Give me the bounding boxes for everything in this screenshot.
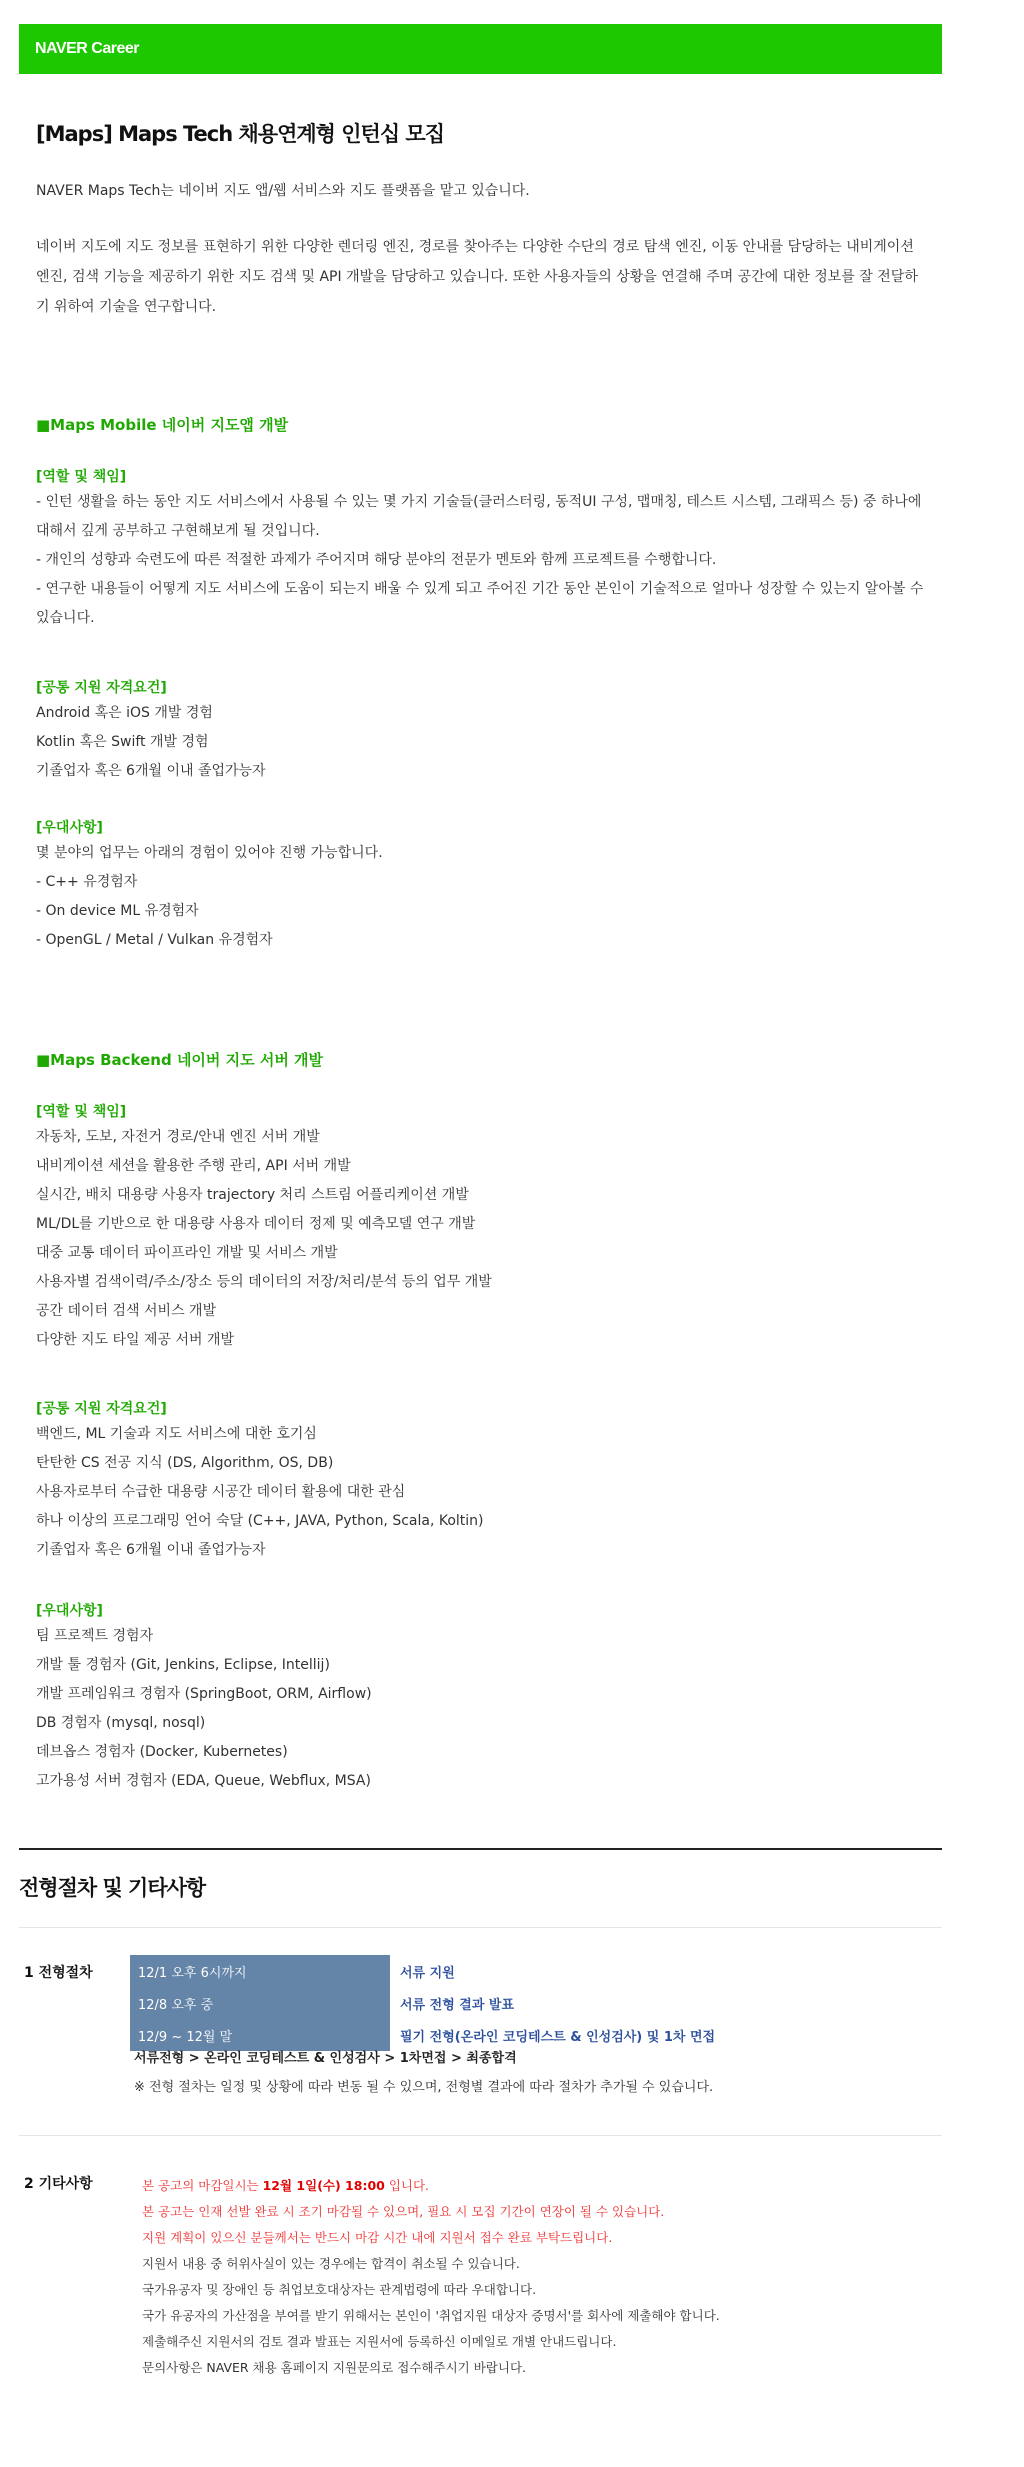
list-item: 대중 교통 데이터 파이프라인 개발 및 서비스 개발: [36, 1245, 338, 1261]
page-title: [Maps] Maps Tech 채용연계형 인턴십 모집: [36, 122, 444, 146]
schedule-row: [130, 1987, 514, 2019]
list-item: 국가 유공자의 가산점을 부여를 받기 위해서는 본인이 '취업지원 대상자 증명서'를 회사에 제출해야 합니다.: [142, 2308, 720, 2323]
backend-pref-heading: [우대사항]: [36, 1603, 103, 1619]
mobile-pref-list: [36, 839, 926, 955]
header-bar: [19, 24, 942, 74]
deadline-notice: 본 공고의 마감일시는 12월 1일(수) 18:00 입니다.: [142, 2178, 430, 2193]
intro-paragraph-2: 네이버 지도에 지도 정보를 표현하기 위한 다양한 렌더링 엔진, 경로를 찾아주는 다양한 수단의 경로 탐색 엔진, 이동 안내를 담당하는 내비게이션 엔진, 검색 기능을 제공하기 위한 지도 검색 및 API 개발을 담당하고 있습니다. 또한 사용자들의 상황을 연결해 주며 공간에 대한 정보를 잘 전달하기 위하여 기술을 연구합니다.: [36, 239, 918, 315]
schedule-desc: 서류 전형 결과 발표: [400, 1997, 515, 2013]
schedule-desc: 서류 지원: [400, 1965, 455, 1981]
list-item: - 연구한 내용들이 어떻게 지도 서비스에 도움이 되는지 배울 수 있게 되고 주어진 기간 동안 본인이 기술적으로 얼마나 성장할 수 있는지 알아볼 수 있습니다.: [36, 581, 924, 626]
list-item: 내비게이션 세션을 활용한 주행 관리, API 서버 개발: [36, 1158, 351, 1174]
backend-role-list: [36, 1123, 926, 1355]
list-item: 제출해주신 지원서의 검토 결과 발표는 지원서에 등록하신 이메일로 개별 안내드립니다.: [142, 2334, 617, 2349]
step-label-etc: 2 기타사항: [24, 2176, 93, 2192]
backend-pref-list: [36, 1622, 926, 1796]
list-item: 기졸업자 혹은 6개월 이내 졸업가능자: [36, 1542, 266, 1558]
list-item: 고가용성 서버 경험자 (EDA, Queue, Webflux, MSA): [36, 1773, 371, 1789]
list-item: 개발 프레임워크 경험자 (SpringBoot, ORM, Airflow): [36, 1686, 372, 1702]
list-item: 공간 데이터 검색 서비스 개발: [36, 1303, 217, 1319]
mobile-req-heading: [공통 지원 자격요건]: [36, 680, 167, 696]
list-item: DB 경험자 (mysql, nosql): [36, 1715, 206, 1731]
divider: [19, 1927, 942, 1928]
list-item: 팀 프로젝트 경험자: [36, 1628, 154, 1644]
list-item: 문의사항은 NAVER 채용 홈페이지 지원문의로 접수해주시기 바랍니다.: [142, 2360, 527, 2375]
list-item: 데브옵스 경험자 (Docker, Kubernetes): [36, 1744, 288, 1760]
backend-role-heading: [역할 및 책임]: [36, 1104, 127, 1120]
list-item: - OpenGL / Metal / Vulkan 유경험자: [36, 932, 273, 948]
intro-paragraph-1: NAVER Maps Tech는 네이버 지도 앱/웹 서비스와 지도 플랫폼을 맡고 있습니다.: [36, 183, 530, 199]
process-title: 전형절차 및 기타사항: [19, 1876, 206, 1900]
list-item: 몇 분야의 업무는 아래의 경험이 있어야 진행 가능합니다.: [36, 845, 383, 861]
divider: [19, 2135, 942, 2136]
list-item: 지원서 내용 중 허위사실이 있는 경우에는 합격이 취소될 수 있습니다.: [142, 2256, 520, 2271]
early-close-notice: 본 공고는 인재 선발 완료 시 조기 마감될 수 있으며, 필요 시 모집 기간이 연장이 될 수 있습니다.: [142, 2204, 665, 2219]
etc-list: [142, 2173, 720, 2381]
list-item: 백엔드, ML 기술과 지도 서비스에 대한 호기심: [36, 1426, 317, 1442]
list-item: 하나 이상의 프로그래밍 언어 숙달 (C++, JAVA, Python, Scala, Koltin): [36, 1513, 484, 1529]
list-item: - 개인의 성향과 숙련도에 따른 적절한 과제가 주어지며 해당 분야의 전문가 멘토와 함께 프로젝트를 수행합니다.: [36, 552, 717, 568]
step-label-process: 1 전형절차: [24, 1965, 93, 1981]
schedule-desc: 필기 전형(온라인 코딩테스트 & 인성검사) 및 1차 면접: [400, 2029, 716, 2045]
schedule-row: [130, 1955, 455, 1987]
schedule-date: 12/1 오후 6시까지: [130, 1955, 390, 1987]
list-item: - 인턴 생활을 하는 동안 지도 서비스에서 사용될 수 있는 몇 가지 기술들(클러스터링, 동적UI 구성, 맵매칭, 테스트 시스템, 그래픽스 등) 중 하나에 대해서 깊게 공부하고 구현해보게 될 것입니다.: [36, 494, 922, 539]
schedule-date: 12/9 ~ 12월 말: [130, 2019, 390, 2051]
list-item: ML/DL를 기반으로 한 대용량 사용자 데이터 정제 및 예측모델 연구 개발: [36, 1216, 476, 1232]
section-divider: [19, 1848, 942, 1850]
schedule-date: 12/8 오후 중: [130, 1987, 390, 2019]
list-item: 사용자별 검색이력/주소/장소 등의 데이터의 저장/처리/분석 등의 업무 개발: [36, 1274, 492, 1290]
section-title-backend: ■Maps Backend 네이버 지도 서버 개발: [36, 1051, 324, 1069]
list-item: 자동차, 도보, 자전거 경로/안내 엔진 서버 개발: [36, 1129, 320, 1145]
backend-req-list: [36, 1420, 926, 1565]
list-item: 다양한 지도 타일 제공 서버 개발: [36, 1332, 235, 1348]
list-item: 기졸업자 혹은 6개월 이내 졸업가능자: [36, 763, 266, 779]
apply-early-notice: 지원 계획이 있으신 분들께서는 반드시 마감 시간 내에 지원서 접수 완료 부탁드립니다.: [142, 2230, 613, 2245]
brand-logo[interactable]: NAVER Career: [35, 40, 139, 57]
list-item: - C++ 유경험자: [36, 874, 138, 890]
section-title-mobile: ■Maps Mobile 네이버 지도앱 개발: [36, 416, 289, 434]
list-item: 개발 툴 경험자 (Git, Jenkins, Eclipse, Intellij): [36, 1657, 330, 1673]
list-item: - On device ML 유경험자: [36, 903, 199, 919]
mobile-pref-heading: [우대사항]: [36, 820, 103, 836]
list-item: 탄탄한 CS 전공 지식 (DS, Algorithm, OS, DB): [36, 1455, 334, 1471]
process-flow: 서류전형 > 온라인 코딩테스트 & 인성검사 > 1차면접 > 최종합격: [134, 2051, 517, 2066]
list-item: 사용자로부터 수급한 대용량 시공간 데이터 활용에 대한 관심: [36, 1484, 406, 1500]
mobile-role-list: [36, 488, 926, 633]
list-item: 실시간, 배치 대용량 사용자 trajectory 처리 스트림 어플리케이션 개발: [36, 1187, 469, 1203]
list-item: 국가유공자 및 장애인 등 취업보호대상자는 관계법령에 따라 우대합니다.: [142, 2282, 537, 2297]
backend-req-heading: [공통 지원 자격요건]: [36, 1401, 167, 1417]
mobile-role-heading: [역할 및 책임]: [36, 469, 127, 485]
list-item: Android 혹은 iOS 개발 경험: [36, 705, 213, 721]
process-note: ※ 전형 절차는 일정 및 상황에 따라 변동 될 수 있으며, 전형별 결과에 따라 절차가 추가될 수 있습니다.: [134, 2080, 714, 2095]
list-item: Kotlin 혹은 Swift 개발 경험: [36, 734, 209, 750]
mobile-req-list: [36, 699, 926, 786]
